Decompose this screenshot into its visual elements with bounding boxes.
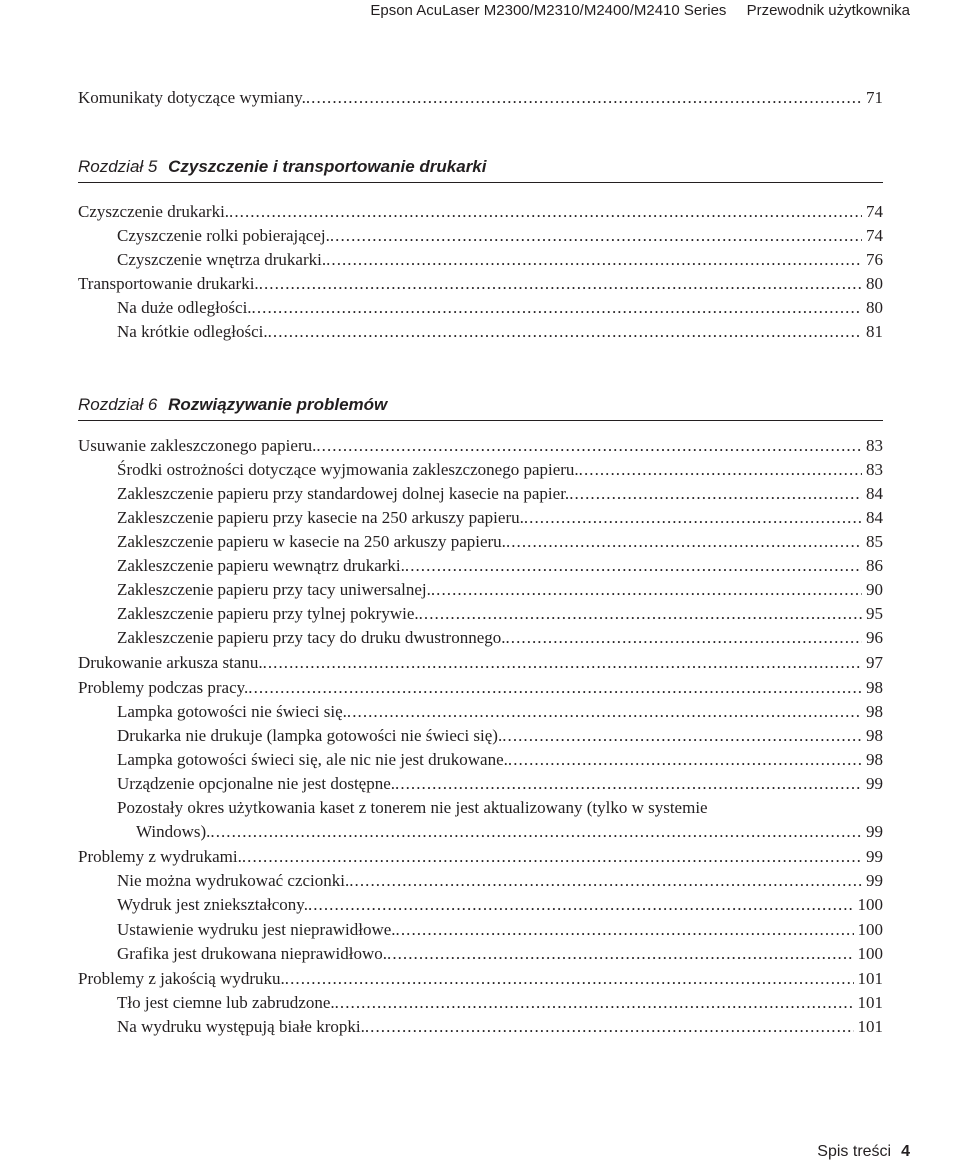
- toc-entry[interactable]: Drukowanie arkusza stanu. . . . 97: [78, 651, 883, 675]
- toc-subentry[interactable]: Na krótkie odległości. . . . 81: [117, 320, 883, 344]
- footer-label: Spis treści: [817, 1143, 892, 1160]
- toc-subentry[interactable]: Nie można wydrukować czcionki. . . . 99: [117, 869, 883, 893]
- toc-subentry[interactable]: Czyszczenie rolki pobierającej. . . . 74: [117, 224, 883, 248]
- chapter-title: Czyszczenie i transportowanie drukarki: [168, 157, 487, 176]
- toc-subentry[interactable]: Na duże odległości. . . . 80: [117, 296, 883, 320]
- header-product: Epson AcuLaser M2300/M2310/M2400/M2410 Series: [370, 2, 727, 19]
- toc-subentry[interactable]: Zakleszczenie papieru przy kasecie na 250 arkuszy papieru. . . . 84: [117, 506, 883, 530]
- toc-entry[interactable]: Problemy z wydrukami. . . . 99: [78, 845, 883, 869]
- chapter-heading-5[interactable]: [78, 152, 883, 183]
- toc-subentry[interactable]: Ustawienie wydruku jest nieprawidłowe. . . . 100: [117, 918, 883, 942]
- toc-subentry[interactable]: Urządzenie opcjonalne nie jest dostępne. . . . 99: [117, 772, 883, 796]
- toc-subentry[interactable]: Zakleszczenie papieru przy tylnej pokrywie. . . . 95: [117, 602, 883, 626]
- toc-subentry[interactable]: Środki ostrożności dotyczące wyjmowania zakleszczonego papieru. . . . 83: [117, 458, 883, 482]
- chapter-number: Rozdział 6: [78, 395, 158, 414]
- chapter-number: Rozdział 5: [78, 157, 158, 176]
- toc-subentry[interactable]: Zakleszczenie papieru wewnątrz drukarki. . . . 86: [117, 554, 883, 578]
- toc-subentry[interactable]: Czyszczenie wnętrza drukarki. . . . 76: [117, 248, 883, 272]
- toc-subentry[interactable]: Zakleszczenie papieru przy tacy uniwersalnej. . . . 90: [117, 578, 883, 602]
- toc-subentry[interactable]: Na wydruku występują białe kropki. . . . 101: [117, 1015, 883, 1039]
- toc-subentry[interactable]: Tło jest ciemne lub zabrudzone. . . . 101: [117, 991, 883, 1015]
- header-title: [370, 2, 910, 19]
- toc-subentry[interactable]: Grafika jest drukowana nieprawidłowo. . . . 100: [117, 942, 883, 966]
- toc-subentry[interactable]: Pozostały okres użytkowania kaset z tonerem nie jest aktualizowany (tylko w systemie Windows). . . . 99: [117, 796, 883, 844]
- toc-entry[interactable]: Usuwanie zakleszczonego papieru. . . . 83: [78, 434, 883, 458]
- toc-subentry[interactable]: Zakleszczenie papieru w kasecie na 250 arkuszy papieru. . . . 85: [117, 530, 883, 554]
- toc-entry[interactable]: Komunikaty dotyczące wymiany. . . . 71: [78, 86, 883, 110]
- toc-subentry[interactable]: Lampka gotowości świeci się, ale nic nie jest drukowane. . . . 98: [117, 748, 883, 772]
- header-guide: Przewodnik użytkownika: [746, 2, 910, 19]
- toc-entry[interactable]: Transportowanie drukarki. . . . 80: [78, 272, 883, 296]
- page-footer: [817, 1143, 910, 1161]
- toc-entry[interactable]: Problemy podczas pracy. . . . 98: [78, 676, 883, 700]
- toc-entry[interactable]: Problemy z jakością wydruku. . . . 101: [78, 967, 883, 991]
- toc-subentry[interactable]: Lampka gotowości nie świeci się. . . . 98: [117, 700, 883, 724]
- toc-subentry[interactable]: Drukarka nie drukuje (lampka gotowości nie świeci się). . . . 98: [117, 724, 883, 748]
- page-header: [0, 0, 960, 28]
- toc-entry[interactable]: Czyszczenie drukarki. . . . 74: [78, 200, 883, 224]
- chapter-heading-6[interactable]: [78, 390, 883, 421]
- toc-subentry[interactable]: Zakleszczenie papieru przy standardowej dolnej kasecie na papier. . . . 84: [117, 482, 883, 506]
- chapter-title: Rozwiązywanie problemów: [168, 395, 388, 414]
- toc-subentry[interactable]: Zakleszczenie papieru przy tacy do druku dwustronnego. . . . 96: [117, 626, 883, 650]
- toc-subentry[interactable]: Wydruk jest zniekształcony. . . . 100: [117, 893, 883, 917]
- footer-page-number: 4: [901, 1143, 910, 1160]
